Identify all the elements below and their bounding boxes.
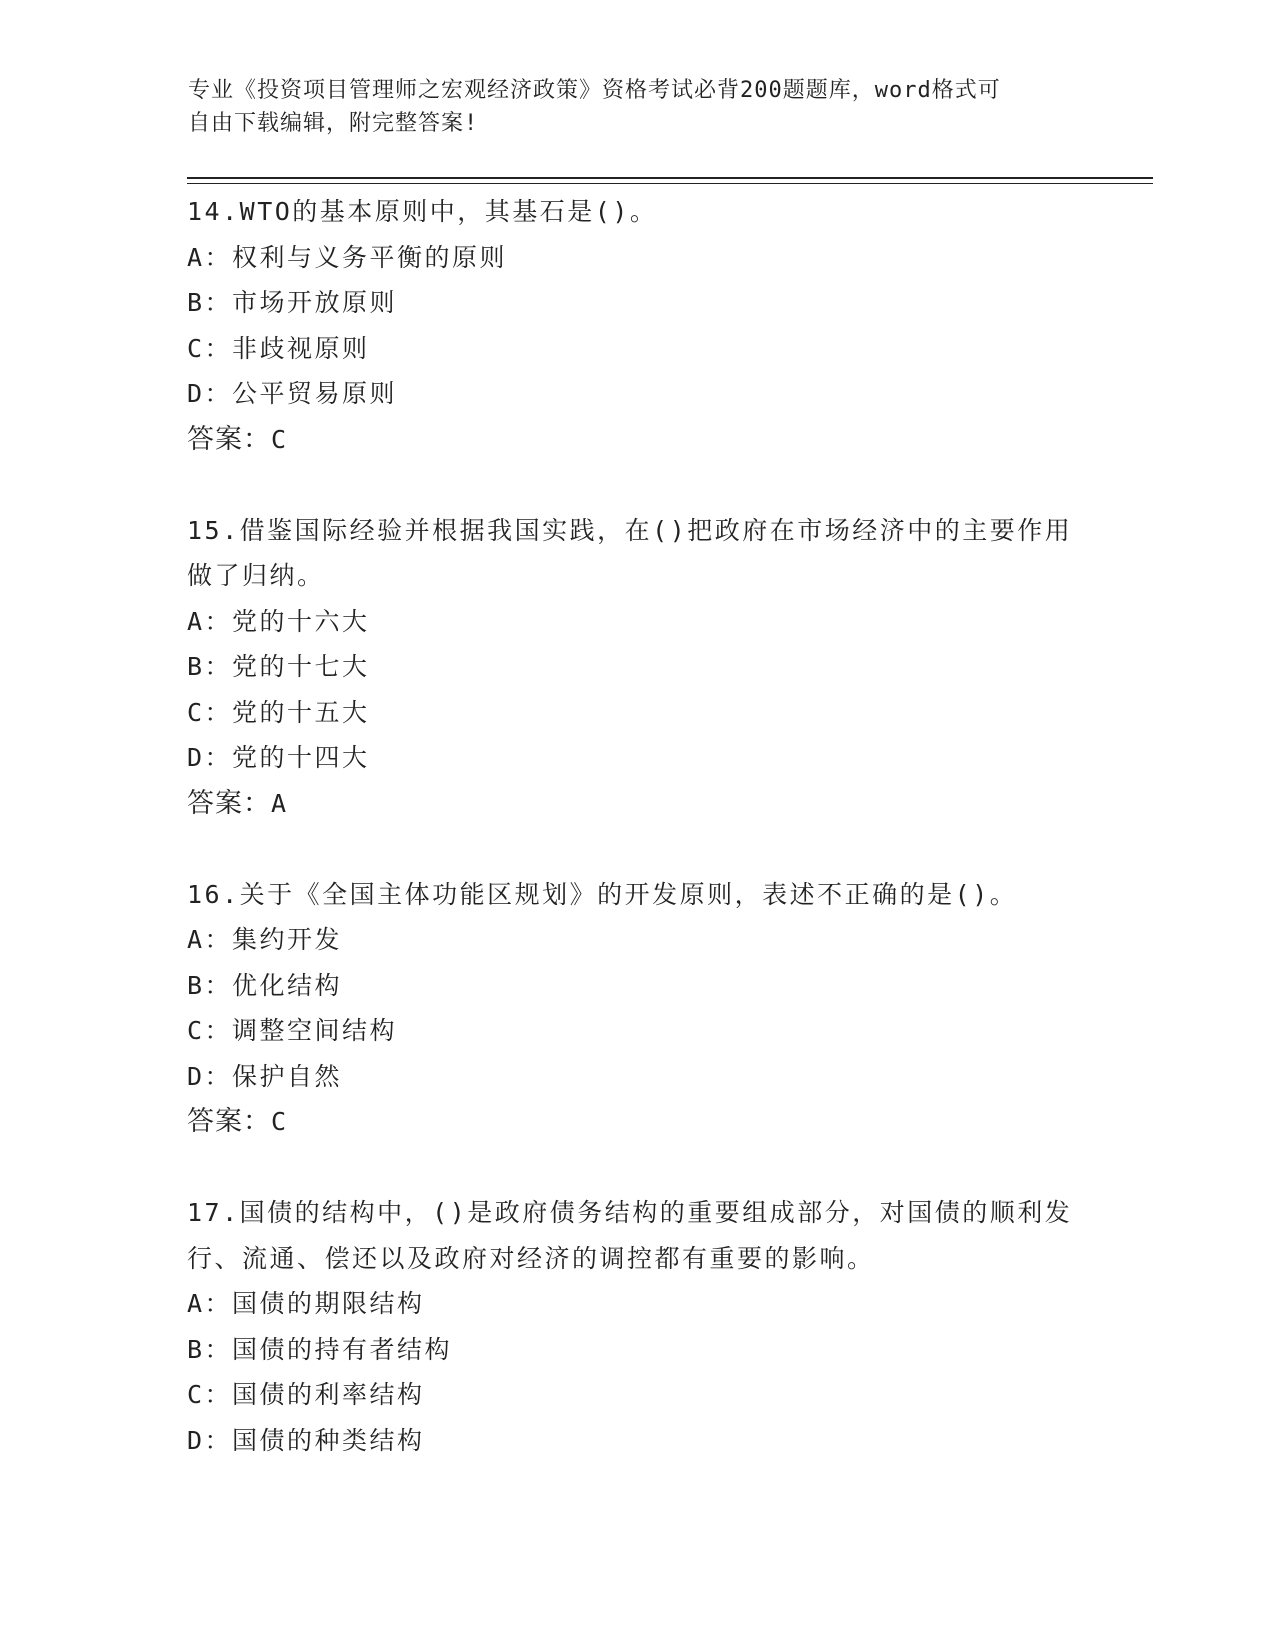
option-d: D：保护自然 [187,1061,343,1091]
option-d: D：党的十四大 [187,743,370,772]
question-stem: 16.关于《全国主体功能区规划》的开发原则，表述不正确的是()。 [187,879,1018,909]
option-d: D：国债的种类结构 [187,1425,425,1455]
answer-value: A [271,788,288,818]
document-header [188,74,1088,140]
question-stem: 17.国债的结构中，()是政府债务结构的重要组成部分，对国债的顺利发行、流通、偿还以及政府对经济的调控都有重要的影响。 [187,1198,1073,1273]
question-16 [187,872,1087,1145]
answer-label: 答案： [187,787,271,819]
question-stem: 14.WTO的基本原则中，其基石是()。 [187,197,658,226]
option-b: B：市场开放原则 [187,288,398,317]
answer-line [187,781,1087,827]
option-c: C：党的十五大 [187,697,370,727]
header-rule-thick [187,177,1153,179]
answer-value: C [271,1107,288,1136]
question-list [187,189,1087,1463]
answer-value: C [271,424,288,454]
question-17 [187,1190,1087,1463]
answer-label: 答案： [187,1106,271,1137]
question-15 [187,508,1087,827]
option-b: B：国债的持有者结构 [187,1334,453,1364]
option-a: A：国债的期限结构 [187,1289,425,1318]
header-rule-thin [187,183,1153,184]
option-c: C：调整空间结构 [187,1016,398,1045]
question-14 [187,189,1087,462]
answer-line [187,1099,1087,1145]
answer-line [187,417,1087,463]
option-b: B：党的十七大 [187,652,370,681]
option-a: A：党的十六大 [187,606,370,636]
question-gap [187,1145,1087,1191]
option-a: A：集约开发 [187,925,343,954]
answer-label: 答案： [187,423,271,455]
option-a: A：权利与义务平衡的原则 [187,242,508,272]
question-stem: 15.借鉴国际经验并根据我国实践，在()把政府在市场经济中的主要作用做了归纳。 [187,515,1073,590]
option-d: D：公平贸易原则 [187,379,398,408]
header-line-2: 自由下载编辑，附完整答案! [188,111,479,136]
question-gap [187,826,1087,872]
option-b: B：优化结构 [187,970,343,1000]
question-gap [187,462,1087,508]
header-line-1: 专业《投资项目管理师之宏观经济政策》资格考试必背200题题库，word格式可 [188,78,1001,103]
option-c: C：国债的利率结构 [187,1380,425,1409]
option-c: C：非歧视原则 [187,333,370,363]
